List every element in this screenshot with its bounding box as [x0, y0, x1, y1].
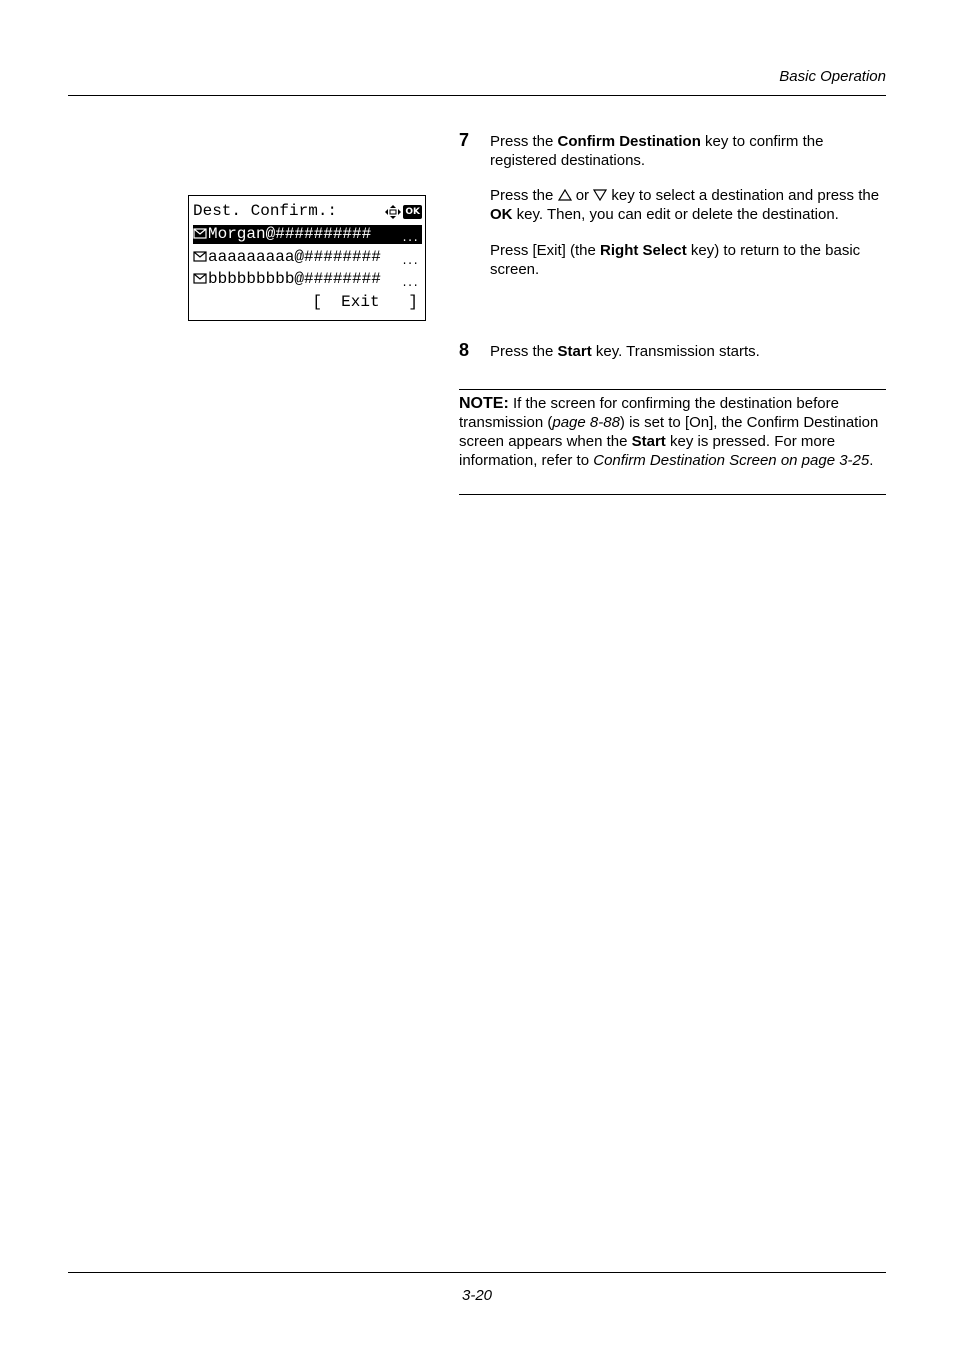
text: Press [Exit] (the [490, 242, 601, 259]
lcd-destination-row [193, 270, 422, 289]
step-7-paragraph-1 [490, 132, 890, 170]
lcd-destination-row-selected [193, 225, 422, 244]
ok-key-icon: OK [405, 207, 420, 217]
up-triangle-icon [558, 189, 572, 201]
text: ) is set to [On], the Confirm Destination screen appears when the [459, 414, 879, 450]
text: key. Transmission starts. [591, 343, 760, 360]
running-header: Basic Operation [779, 68, 886, 85]
text: If the screen for confirming the destination before transmission ( [459, 395, 839, 431]
destination-address: Morgan@########## [208, 225, 372, 243]
text: Press the [490, 133, 558, 150]
page-reference: page 8-88 [552, 414, 620, 431]
text: key is pressed. For more information, refer to [459, 433, 836, 469]
step-number: 7 [459, 130, 470, 150]
truncation-ellipsis: ... [401, 233, 418, 245]
envelope-icon [193, 228, 207, 239]
step-7-paragraph-2 [490, 186, 890, 224]
step-number: 8 [459, 340, 470, 360]
text: Press the [490, 343, 558, 360]
key-name: Start [631, 433, 666, 450]
text: Press the [490, 187, 558, 204]
lcd-destination-row [193, 248, 422, 267]
down-triangle-icon [593, 189, 607, 201]
text: key. Then, you can edit or delete the destination. [512, 206, 839, 223]
lcd-title: Dest. Confirm.: [193, 202, 338, 220]
destination-address: bbbbbbbbb@######## [208, 270, 381, 288]
step-7-paragraph-3 [490, 241, 886, 279]
key-name: Start [557, 343, 592, 360]
key-name: Right Select [600, 242, 687, 259]
key-name: OK [490, 206, 513, 223]
lcd-title-row [193, 202, 422, 221]
page-reference: Confirm Destination Screen on page 3-25 [593, 452, 870, 469]
note-label: NOTE: [459, 395, 509, 412]
text: key to confirm the registered destinations. [490, 133, 824, 169]
envelope-icon [193, 273, 207, 284]
lcd-screen [188, 195, 426, 321]
lcd-softkey-row [193, 293, 422, 312]
key-name: Confirm Destination [557, 133, 701, 150]
exit-softkey-label: [ Exit ] [312, 293, 418, 311]
page-number: 3-20 [461, 1287, 493, 1304]
envelope-icon [193, 251, 207, 262]
step-8-paragraph [490, 342, 890, 361]
note-box [459, 389, 886, 495]
header-rule [68, 95, 886, 96]
text: key to select a destination and press the [607, 187, 880, 204]
text: . [869, 452, 874, 469]
destination-address: aaaaaaaaa@######## [208, 248, 381, 266]
text: key) to return to the basic screen. [490, 242, 861, 278]
truncation-ellipsis: ... [401, 256, 418, 268]
footer-rule [68, 1272, 886, 1273]
text: or [571, 187, 594, 204]
four-way-arrow-icon [385, 205, 401, 219]
truncation-ellipsis: ... [401, 278, 418, 290]
